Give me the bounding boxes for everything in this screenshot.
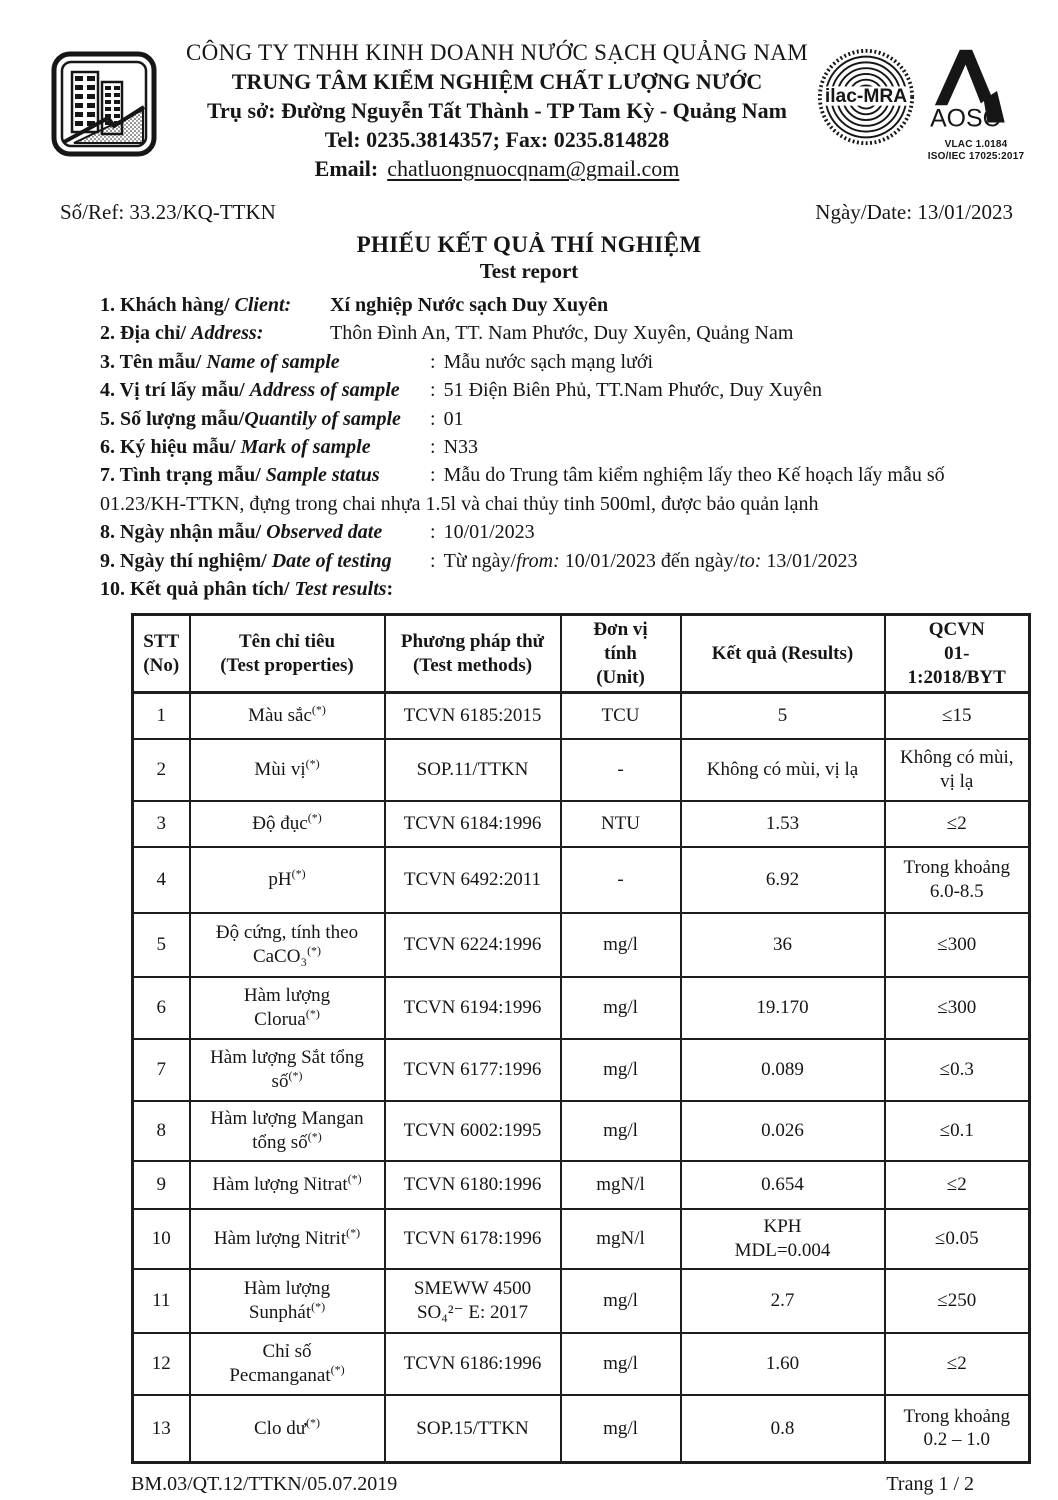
colon: : (430, 436, 436, 459)
page-number: Trang 1 / 2 (886, 1473, 974, 1496)
info-label: 3. Tên mẫu/ (100, 350, 207, 373)
company-logo (50, 34, 178, 184)
table-row (133, 1161, 1030, 1209)
info-label-en: Date of testing (271, 549, 392, 572)
info-item-address (100, 319, 1022, 347)
sample-info-list (100, 291, 1022, 603)
table-row (133, 977, 1030, 1039)
cell-result: 0.089 (681, 1039, 885, 1101)
cell-method: SOP.11/TTKN (385, 739, 561, 801)
cell-result: 1.60 (681, 1333, 885, 1395)
col-header-method: Phương pháp thử (Test methods) (385, 615, 561, 693)
cell-result: KPH MDL=0.004 (681, 1209, 885, 1269)
results-table (131, 613, 1031, 1464)
footnote-marker: (*) (288, 1068, 303, 1083)
accreditation-logos (816, 34, 1030, 184)
table-row (133, 847, 1030, 913)
cell-limit: ≤15 (885, 693, 1030, 739)
cell-name: Hàm lượng Nitrat(*) (190, 1161, 385, 1209)
col-header-name: Tên chỉ tiêu (Test properties) (190, 615, 385, 693)
cell-result: 1.53 (681, 801, 885, 847)
footnote-marker: (*) (291, 866, 306, 881)
cell-result: 0.8 (681, 1395, 885, 1463)
cell-no: 6 (133, 977, 190, 1039)
aosc-standard: ISO/IEC 17025:2017 (927, 151, 1025, 162)
cell-method: TCVN 6224:1996 (385, 913, 561, 977)
form-code: BM.03/QT.12/TTKN/05.07.2019 (131, 1473, 398, 1496)
footnote-marker: (*) (347, 1171, 362, 1186)
client-value: Xí nghiệp Nước sạch Duy Xuyên (330, 294, 609, 316)
sample-name-value: Mẫu nước sạch mạng lưới (443, 350, 654, 373)
cell-method: SMEWW 4500 SO₄²⁻ E: 2017 (385, 1269, 561, 1333)
report-title: PHIẾU KẾT QUẢ THÍ NGHIỆM (356, 232, 702, 257)
report-date: Ngày/Date: 13/01/2023 (815, 200, 1013, 224)
info-label: 8. Ngày nhận mẫu/ (100, 521, 267, 544)
address-value: Thôn Đình An, TT. Nam Phước, Duy Xuyên, Quảng Nam (330, 322, 794, 345)
cell-name: Độ đục(*) (190, 801, 385, 847)
table-row (133, 739, 1030, 801)
aosc-accreditation-number: VLAC 1.0184 (944, 139, 1008, 150)
col-header-result: Kết quả (Results) (681, 615, 885, 693)
info-item-sample-status (100, 461, 1022, 489)
cell-result: 0.026 (681, 1101, 885, 1161)
table-row (133, 801, 1030, 847)
cell-unit: mg/l (561, 1333, 681, 1395)
cell-method: TCVN 6178:1996 (385, 1209, 561, 1269)
cell-method: TCVN 6492:2011 (385, 847, 561, 913)
info-label: 10. Kết quả phân tích/ (100, 578, 295, 601)
info-label-en: Test results (294, 578, 387, 601)
cell-no: 12 (133, 1333, 190, 1395)
cell-limit: ≤2 (885, 1161, 1030, 1209)
info-label-en: Quantily of sample (244, 407, 401, 430)
footnote-marker: (*) (307, 943, 322, 958)
footnote-marker: (*) (307, 1129, 322, 1144)
cell-name: Độ cứng, tính theo CaCO₃(*) (190, 913, 385, 977)
cell-unit: TCU (561, 693, 681, 739)
cell-no: 10 (133, 1209, 190, 1269)
colon: : (430, 521, 436, 544)
cell-unit: NTU (561, 801, 681, 847)
cell-limit: ≤2 (885, 1333, 1030, 1395)
center-name: TRUNG TÂM KIỂM NGHIỆM CHẤT LƯỢNG NƯỚC (231, 69, 763, 94)
email-link[interactable]: chatluongnuocqnam@gmail.com (387, 156, 680, 181)
cell-result: 6.92 (681, 847, 885, 913)
table-row (133, 1039, 1030, 1101)
info-label-en: Client: (234, 294, 292, 316)
cell-method: TCVN 6194:1996 (385, 977, 561, 1039)
cell-result: 5 (681, 693, 885, 739)
colon: : (430, 464, 436, 487)
cell-no: 5 (133, 913, 190, 977)
cell-unit: mg/l (561, 977, 681, 1039)
cell-unit: mg/l (561, 1039, 681, 1101)
table-row (133, 1209, 1030, 1269)
sample-status-continuation: 01.23/KH-TTKN, đựng trong chai nhựa 1.5l và chai thủy tinh 500ml, được bảo quản lạnh (100, 492, 819, 515)
info-item-observed-date (100, 518, 1022, 546)
info-label: 1. Khách hàng/ (100, 294, 235, 316)
cell-method: TCVN 6180:1996 (385, 1161, 561, 1209)
table-row (133, 913, 1030, 977)
cell-name: Hàm lượng Nitrit(*) (190, 1209, 385, 1269)
cell-unit: mg/l (561, 1269, 681, 1333)
info-item-testing-dates (100, 547, 1022, 575)
col-header-limit: QCVN 01- 1:2018/BYT (885, 615, 1030, 693)
info-label: 7. Tình trạng mẫu/ (100, 464, 266, 487)
aosc-label: AOSC (930, 104, 1001, 133)
info-item-test-results-heading (100, 575, 1022, 603)
cell-no: 13 (133, 1395, 190, 1463)
cell-method: TCVN 6177:1996 (385, 1039, 561, 1101)
info-item-sample-name (100, 348, 1022, 376)
cell-result: 19.170 (681, 977, 885, 1039)
cell-unit: mg/l (561, 1101, 681, 1161)
cell-limit: ≤0.05 (885, 1209, 1030, 1269)
buildings-logo-icon (50, 50, 158, 158)
info-label: 5. Số lượng mẫu/ (100, 407, 245, 430)
info-label-en: Observed date (266, 521, 383, 544)
col-header-unit: Đơn vị tính (Unit) (561, 615, 681, 693)
cell-name: Hàm lượng Sắt tổng số(*) (190, 1039, 385, 1101)
cell-no: 3 (133, 801, 190, 847)
cell-limit: ≤300 (885, 977, 1030, 1039)
cell-result: Không có mùi, vị lạ (681, 739, 885, 801)
report-subtitle: Test report (479, 259, 579, 283)
table-header-row (133, 615, 1030, 693)
email-label: Email: (314, 156, 379, 181)
letterhead-text (178, 34, 816, 184)
colon: : (430, 549, 436, 572)
email-line (178, 154, 816, 184)
footnote-marker: (*) (306, 1415, 320, 1430)
cell-unit: - (561, 847, 681, 913)
footnote-marker: (*) (311, 702, 326, 717)
cell-unit: mg/l (561, 913, 681, 977)
table-row (133, 693, 1030, 739)
cell-name: Chỉ số Pecmanganat(*) (190, 1333, 385, 1395)
info-label: 2. Địa chỉ/ (100, 322, 192, 345)
cell-result: 36 (681, 913, 885, 977)
table-row (133, 1333, 1030, 1395)
cell-no: 11 (133, 1269, 190, 1333)
cell-method: TCVN 6002:1995 (385, 1101, 561, 1161)
cell-unit: mgN/l (561, 1161, 681, 1209)
aosc-logo-icon (928, 46, 1024, 134)
cell-name: Hàm lượng Clorua(*) (190, 977, 385, 1039)
company-name: CÔNG TY TNHH KINH DOANH NƯỚC SẠCH QUẢNG NAM (186, 40, 808, 65)
head-office-address: Trụ sở: Đường Nguyễn Tất Thành - TP Tam Kỳ - Quảng Nam (207, 98, 787, 123)
footnote-marker: (*) (305, 756, 320, 771)
cell-method: SOP.15/TTKN (385, 1395, 561, 1463)
info-item-client (100, 291, 1022, 319)
colon: : (386, 578, 394, 601)
cell-no: 7 (133, 1039, 190, 1101)
info-label: 9. Ngày thí nghiệm/ (100, 549, 272, 572)
observed-date-value: 10/01/2023 (443, 521, 535, 544)
sample-address-value: 51 Điện Biên Phủ, TT.Nam Phước, Duy Xuyên (443, 379, 822, 402)
quantity-value: 01 (443, 407, 464, 430)
cell-no: 1 (133, 693, 190, 739)
cell-unit: - (561, 739, 681, 801)
page-footer (131, 1473, 974, 1496)
cell-name: Hàm lượng Mangan tổng số(*) (190, 1101, 385, 1161)
cell-no: 2 (133, 739, 190, 801)
table-row (133, 1101, 1030, 1161)
colon: : (430, 350, 436, 373)
cell-name: Mùi vị(*) (190, 739, 385, 801)
footnote-marker: (*) (346, 1225, 361, 1240)
aosc-logo (924, 46, 1028, 163)
letterhead (50, 34, 1030, 184)
sample-status-value: Mẫu do Trung tâm kiểm nghiệm lấy theo Kế hoạch lấy mẫu số (443, 464, 945, 487)
cell-name: Clo dư(*) (190, 1395, 385, 1463)
cell-method: TCVN 6186:1996 (385, 1333, 561, 1395)
cell-limit: ≤2 (885, 801, 1030, 847)
ref-date-row (60, 200, 1013, 225)
mark-value: N33 (443, 436, 479, 459)
cell-limit: ≤0.3 (885, 1039, 1030, 1101)
info-label-en: Name of sample (206, 350, 340, 373)
ilac-mra-logo-icon (816, 46, 916, 148)
cell-result: 2.7 (681, 1269, 885, 1333)
cell-no: 9 (133, 1161, 190, 1209)
cell-name: Màu sắc(*) (190, 693, 385, 739)
footnote-marker: (*) (311, 1299, 326, 1314)
colon: : (430, 379, 436, 402)
cell-limit: ≤300 (885, 913, 1030, 977)
cell-limit: Trong khoảng 6.0-8.5 (885, 847, 1030, 913)
cell-no: 4 (133, 847, 190, 913)
info-label-en: Sample status (265, 464, 380, 487)
cell-result: 0.654 (681, 1161, 885, 1209)
info-item-quantity (100, 405, 1022, 433)
cell-unit: mgN/l (561, 1209, 681, 1269)
cell-name: pH(*) (190, 847, 385, 913)
cell-unit: mg/l (561, 1395, 681, 1463)
table-row (133, 1269, 1030, 1333)
ref-number: Số/Ref: 33.23/KQ-TTKN (60, 200, 276, 224)
cell-no: 8 (133, 1101, 190, 1161)
cell-limit: ≤0.1 (885, 1101, 1030, 1161)
cell-method: TCVN 6185:2015 (385, 693, 561, 739)
cell-limit: Trong khoảng 0.2 – 1.0 (885, 1395, 1030, 1463)
cell-method: TCVN 6184:1996 (385, 801, 561, 847)
info-label-en: Address: (191, 322, 264, 345)
col-header-no: STT (No) (133, 615, 190, 693)
footnote-marker: (*) (307, 810, 322, 825)
info-label: 4. Vị trí lấy mẫu/ (100, 379, 250, 402)
info-item-mark (100, 433, 1022, 461)
info-label-en: Mark of sample (240, 436, 371, 459)
cell-limit: Không có mùi, vị lạ (885, 739, 1030, 801)
cell-name: Hàm lượng Sunphát(*) (190, 1269, 385, 1333)
ilac-mra-label: ilac-MRA (824, 85, 908, 107)
footnote-marker: (*) (305, 1006, 320, 1021)
footnote-marker: (*) (330, 1362, 345, 1377)
tel-fax: Tel: 0235.3814357; Fax: 0235.814828 (324, 127, 670, 152)
cell-limit: ≤250 (885, 1269, 1030, 1333)
table-row (133, 1395, 1030, 1463)
info-label-en: Address of sample (249, 379, 400, 402)
testing-dates-value: Từ ngày/from: 10/01/2023 đến ngày/to: 13/01/2023 (443, 549, 858, 572)
info-label: 6. Ký hiệu mẫu/ (100, 436, 241, 459)
colon: : (430, 407, 436, 430)
info-item-sample-address (100, 376, 1022, 404)
